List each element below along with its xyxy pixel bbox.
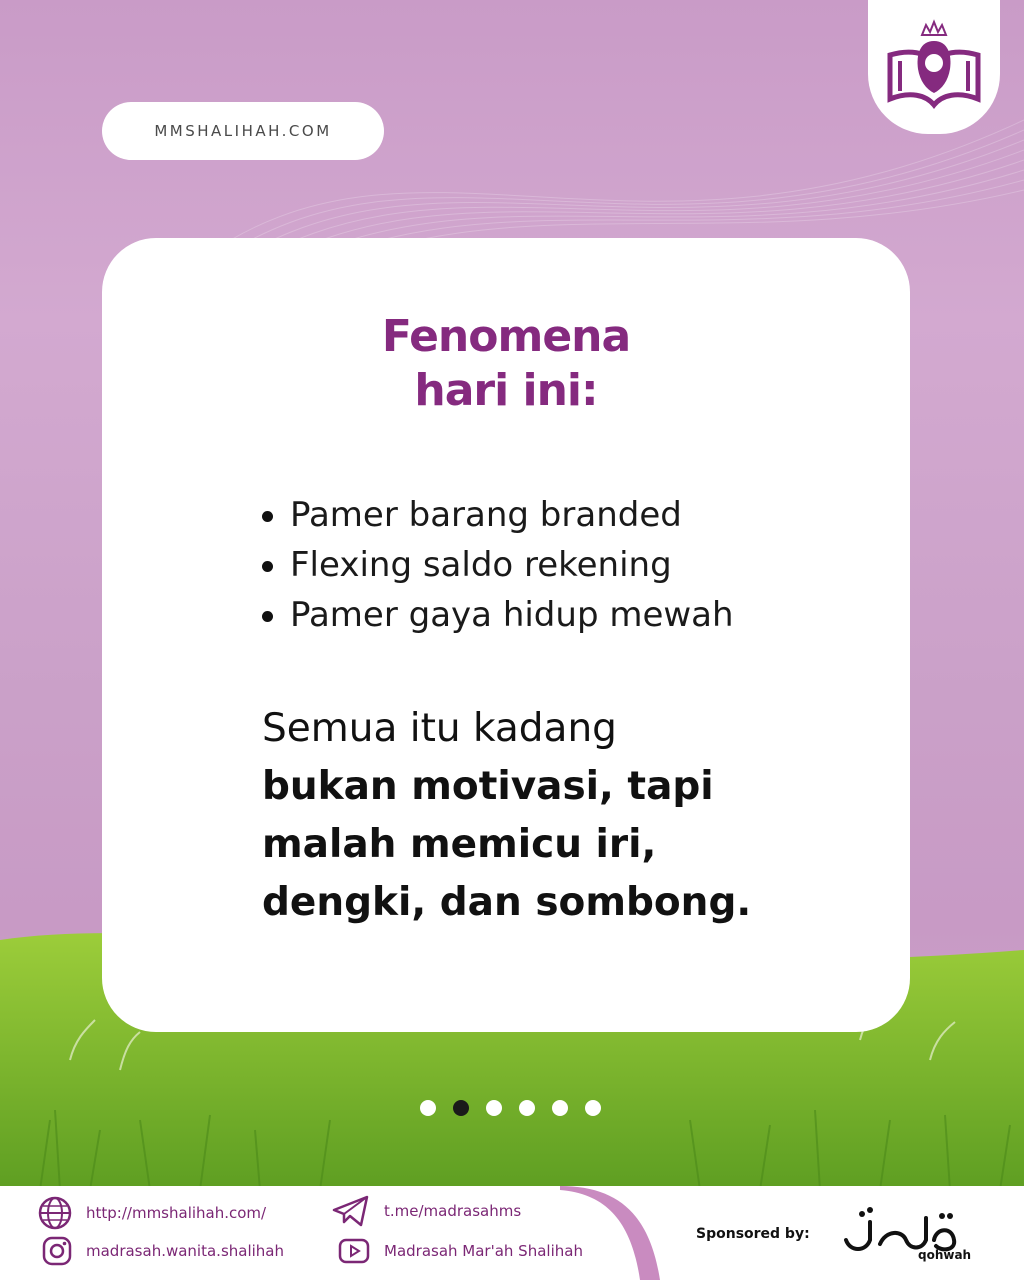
- paragraph-normal: Semua itu kadang: [262, 706, 617, 751]
- pagination-dot[interactable]: [453, 1100, 469, 1116]
- pagination-dot[interactable]: [585, 1100, 601, 1116]
- content-card: [102, 238, 910, 1032]
- card-title-line2: hari ini:: [414, 365, 598, 416]
- list-item: Flexing saldo rekening: [262, 540, 734, 590]
- pagination-dot[interactable]: [486, 1100, 502, 1116]
- footer-telegram[interactable]: [332, 1194, 521, 1228]
- footer-youtube[interactable]: [338, 1238, 583, 1264]
- globe-icon: [38, 1196, 72, 1230]
- card-title-line1: Fenomena: [381, 311, 631, 362]
- website-label-pill: [102, 102, 384, 160]
- card-paragraph: [262, 700, 862, 932]
- footer-website-text: http://mmshalihah.com/: [86, 1204, 267, 1222]
- youtube-icon: [338, 1238, 370, 1264]
- madrasah-logo[interactable]: [868, 0, 1000, 134]
- footer-instagram-text: madrasah.wanita.shalihah: [86, 1242, 284, 1260]
- bullet-list: [262, 490, 734, 640]
- madrasah-logo-icon: [882, 19, 986, 115]
- telegram-icon: [332, 1194, 370, 1228]
- carousel-pagination: [420, 1100, 601, 1116]
- sponsor-label: Sponsored by:: [696, 1226, 810, 1242]
- sponsor-name: qohwah: [918, 1248, 972, 1262]
- card-title: [102, 310, 910, 418]
- footer-bar: [0, 1186, 1024, 1280]
- paragraph-bold-1: bukan motivasi, tapi: [262, 764, 714, 809]
- website-label: MMSHALIHAH.COM: [154, 122, 332, 140]
- footer-instagram[interactable]: [42, 1236, 284, 1266]
- sponsor-logo[interactable]: [836, 1200, 976, 1272]
- footer-telegram-text: t.me/madrasahms: [384, 1202, 522, 1220]
- pagination-dot[interactable]: [552, 1100, 568, 1116]
- footer-accent-curve: [560, 1186, 680, 1280]
- instagram-icon: [42, 1236, 72, 1266]
- footer-youtube-text: Madrasah Mar'ah Shalihah: [384, 1242, 583, 1260]
- list-item: Pamer gaya hidup mewah: [262, 590, 734, 640]
- paragraph-bold-3: dengki, dan sombong.: [262, 880, 752, 925]
- pagination-dot[interactable]: [519, 1100, 535, 1116]
- pagination-dot[interactable]: [420, 1100, 436, 1116]
- list-item: Pamer barang branded: [262, 490, 734, 540]
- footer-website[interactable]: [38, 1196, 266, 1230]
- paragraph-bold-2: malah memicu iri,: [262, 822, 657, 867]
